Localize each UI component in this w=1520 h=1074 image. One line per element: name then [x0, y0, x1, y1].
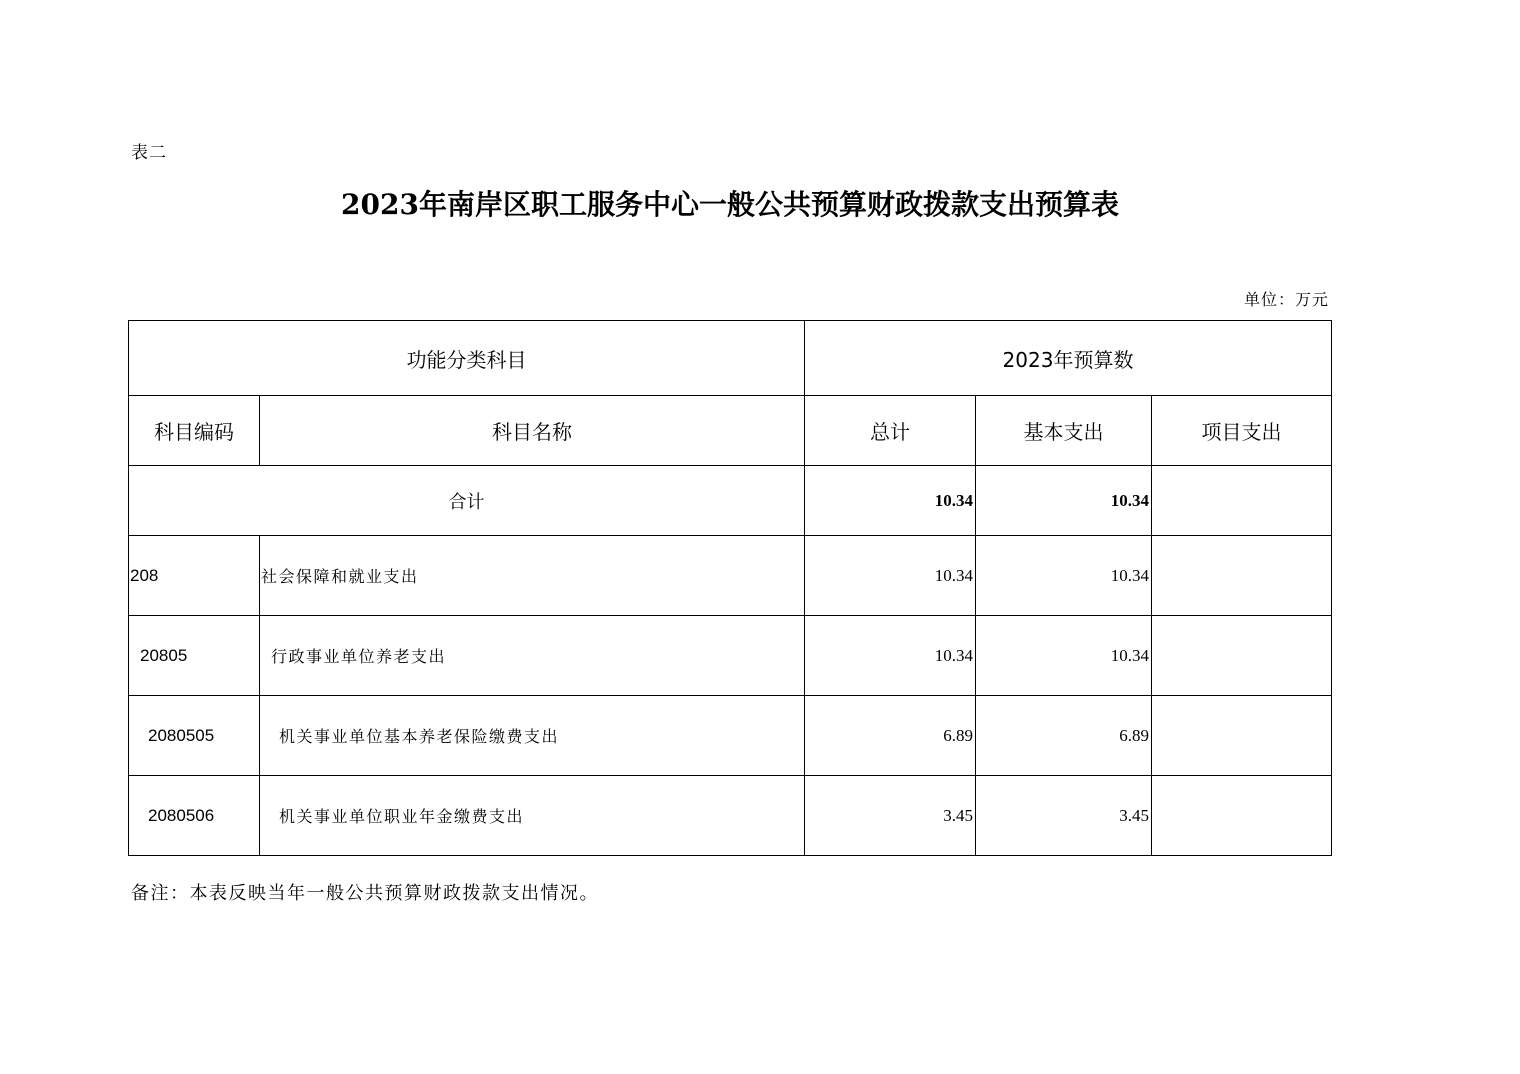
- header-functional-category: 功能分类科目: [129, 321, 805, 396]
- footnote: 备注：本表反映当年一般公共预算财政拨款支出情况。: [131, 883, 599, 904]
- sum-project: [1152, 466, 1332, 536]
- sum-row: [129, 466, 1332, 536]
- col-header-project: 项目支出: [1152, 396, 1332, 466]
- sum-total: 10.34: [805, 466, 976, 536]
- row-project: [1152, 776, 1332, 856]
- row-name: 机关事业单位基本养老保险缴费支出: [260, 696, 805, 776]
- table-row: [129, 776, 1332, 856]
- header-column-row: [129, 396, 1332, 466]
- row-total: 6.89: [805, 696, 976, 776]
- row-basic: 10.34: [976, 616, 1152, 696]
- table-row: [129, 616, 1332, 696]
- col-header-code: 科目编码: [129, 396, 260, 466]
- row-basic: 3.45: [976, 776, 1152, 856]
- row-code: 2080506: [129, 776, 260, 856]
- row-basic: 10.34: [976, 536, 1152, 616]
- page-title: 2023年南岸区职工服务中心一般公共预算财政拨款支出预算表: [341, 188, 1119, 221]
- row-total: 10.34: [805, 616, 976, 696]
- row-code: 20805: [129, 616, 260, 696]
- col-header-basic: 基本支出: [976, 396, 1152, 466]
- sum-basic: 10.34: [976, 466, 1152, 536]
- row-name: 社会保障和就业支出: [260, 536, 805, 616]
- sum-label: 合计: [129, 466, 805, 536]
- row-total: 10.34: [805, 536, 976, 616]
- col-header-total: 总计: [805, 396, 976, 466]
- row-project: [1152, 536, 1332, 616]
- row-total: 3.45: [805, 776, 976, 856]
- header-budget-year: 2023年预算数: [805, 321, 1332, 396]
- budget-table: [128, 320, 1332, 856]
- table-row: [129, 696, 1332, 776]
- unit-label: 单位：万元: [1243, 290, 1329, 309]
- row-name: 机关事业单位职业年金缴费支出: [260, 776, 805, 856]
- table-number-label: 表二: [131, 143, 167, 163]
- table-row: [129, 536, 1332, 616]
- row-project: [1152, 616, 1332, 696]
- col-header-name: 科目名称: [260, 396, 805, 466]
- row-project: [1152, 696, 1332, 776]
- header-group-row: [129, 321, 1332, 396]
- row-name: 行政事业单位养老支出: [260, 616, 805, 696]
- row-code: 208: [129, 536, 260, 616]
- row-basic: 6.89: [976, 696, 1152, 776]
- row-code: 2080505: [129, 696, 260, 776]
